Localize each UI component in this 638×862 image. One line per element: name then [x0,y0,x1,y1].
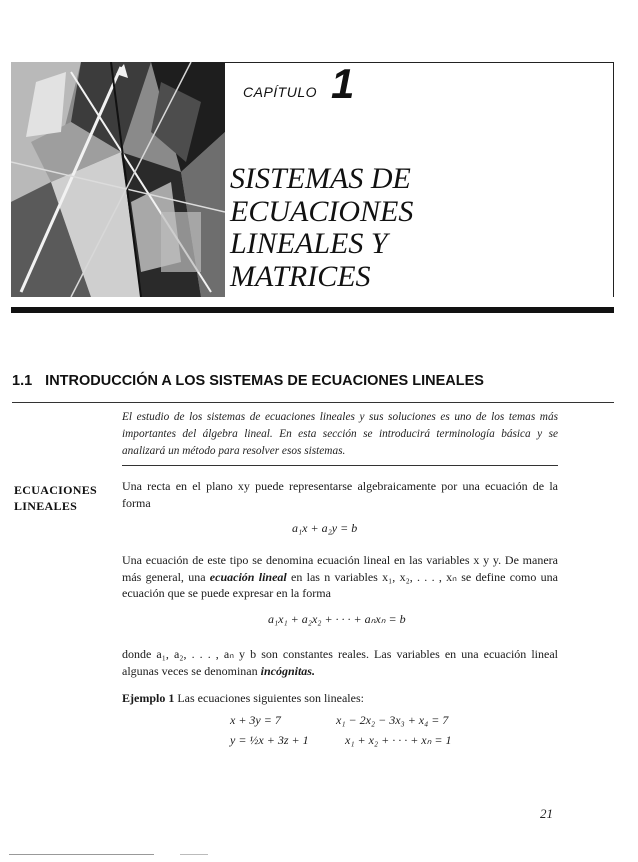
chapter-title-line: SISTEMAS DE [230,162,411,195]
paragraph-text: Una ecuación de este tipo se denomina ecuación lineal en las variables x y y. De manera más general, una [122,553,558,584]
example-equation: x + 3y = 7 [230,713,281,727]
example-intro [122,690,558,707]
example-label: Ejemplo 1 [122,691,175,705]
example-equation: y = ½x + 3z + 1 [230,733,309,747]
chapter-title-line: LINEALES Y [230,227,388,260]
margin-heading-line: LINEALES [14,499,78,513]
equation-general-linear: a₁x₁ + a₂x₂ + · · · + aₙxₙ = b [268,612,406,626]
example-equation: x₁ + x₂ + · · · + xₙ = 1 [345,733,452,747]
scan-artifact-line [9,854,154,855]
margin-heading-line: ECUACIONES [14,483,98,497]
section-heading [12,373,484,389]
section-intro: El estudio de los sistemas de ecuaciones lineales y sus soluciones es uno de los temas más importantes del álgebra lineal. En esta sección se introducirá terminología básica y se analizará un método para resolver esos sistemas. [122,411,558,457]
scan-artifact-line [180,854,208,855]
body-paragraph-3 [122,646,558,679]
chapter-number: 1 [331,60,355,107]
chapter-title-line: MATRICES [230,259,371,293]
term-ecuacion-lineal: ecuación lineal [209,569,287,584]
chapter-title-line: ECUACIONES [230,194,414,228]
page-number: 21 [540,806,553,821]
body-paragraph-1: Una recta en el plano xy puede representarse algebraicamente por una ecuación de la forma [122,479,558,510]
example-text: Las ecuaciones siguientes son lineales: [174,691,364,705]
section-number: 1.1 [12,373,33,389]
chapter-artwork [11,62,225,297]
abstract-geometric-artwork-icon [11,62,225,297]
chapter-title [230,163,413,293]
margin-heading [14,482,97,514]
section-title: INTRODUCCIÓN A LOS SISTEMAS DE ECUACIONES LINEALES [45,373,484,389]
term-incognitas: incógnitas. [260,663,315,678]
header-divider [11,307,614,313]
paragraph-text: en las n variables x₁, x₂, . . . , xₙ se define como una ecuación que se puede expresar en la forma [122,569,558,600]
section-rule [12,402,614,403]
example-equation: x₁ − 2x₂ − 3x₃ + x₄ = 7 [336,713,449,727]
chapter-label: CAPÍTULO [243,84,318,100]
intro-rule [122,465,558,466]
equation-line-in-plane: a₁x + a₂y = b [292,521,358,535]
body-paragraph-2 [122,552,558,602]
paragraph-text: donde a₁, a₂, . . . , aₙ y b son constantes reales. Las variables en una ecuación lineal algunas veces se denominan [122,647,558,678]
